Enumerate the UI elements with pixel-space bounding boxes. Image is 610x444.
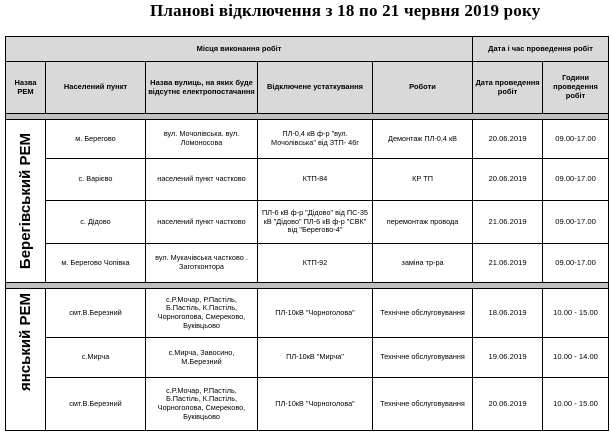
table-row [6,120,609,159]
works-cell: Технічне обслуговування [373,289,473,338]
rem-name-cell [6,120,46,283]
settlement-cell: смт.В.Березний [46,289,146,338]
header-date-time: Дата і час проведення робіт [473,37,609,62]
settlement-cell: с.Мирча [46,338,146,378]
header-works: Роботи [373,62,473,114]
header-streets: Назва вулиць, на яких буде відсутнє електропостачання [146,62,258,114]
equipment-cell: ПЛ-10кВ "Чорноголова" [258,289,373,338]
date-cell: 21.06.2019 [473,244,543,283]
equipment-cell: КТП-84 [258,159,373,201]
works-cell: Технічне обслуговування [373,338,473,378]
hours-cell: 09.00-17.00 [543,201,609,244]
settlement-cell: с. Дідово [46,201,146,244]
outage-table [5,36,609,431]
equipment-cell: ПЛ-10кВ "Чорноголова" [258,378,373,431]
settlement-cell: смт.В.Березний [46,378,146,431]
hours-cell: 10.00 - 15.00 [543,289,609,338]
hours-cell: 09.00-17.00 [543,244,609,283]
streets-cell: населений пункт частково [146,201,258,244]
rem-name: Берегівський РЕМ [16,132,34,270]
header-columns-row [6,62,609,114]
hours-cell: 10.00 - 14.00 [543,338,609,378]
date-cell: 20.06.2019 [473,159,543,201]
works-cell: заміна тр-ра [373,244,473,283]
header-work-places: Місця виконання робіт [6,37,473,62]
header-hours: Години проведення робіт [543,62,609,114]
date-cell: 20.06.2019 [473,378,543,431]
works-cell: перемонтаж провода [373,201,473,244]
table-row [6,338,609,378]
streets-cell: с.Р.Мочар, Р.Пастіль, Б.Пастіль, К.Пастіль, Чорноголова, Смереково, Буківцьово [146,378,258,431]
date-cell: 20.06.2019 [473,120,543,159]
date-cell: 18.06.2019 [473,289,543,338]
header-group-row [6,37,609,62]
equipment-cell: ПЛ-10кВ "Мирча" [258,338,373,378]
page-title: Планові відключення з 18 по 21 червня 2019 року [150,1,541,20]
rem-name: янський РЕМ [16,293,34,391]
table-row [6,201,609,244]
hours-cell: 09.00-17.00 [543,159,609,201]
header-rem: Назва РЕМ [6,62,46,114]
equipment-cell: КТП-92 [258,244,373,283]
hours-cell: 09.00-17.00 [543,120,609,159]
works-cell: КР ТП [373,159,473,201]
date-cell: 19.06.2019 [473,338,543,378]
settlement-cell: м. Берегово [46,120,146,159]
table-row [6,289,609,338]
header-equipment: Відключене устаткування [258,62,373,114]
streets-cell: населений пункт частково [146,159,258,201]
streets-cell: вул. Мочолівська. вул. Ломоносова [146,120,258,159]
equipment-cell: ПЛ-6 кВ ф-р "Дідово" від ПС-35 кВ "Дідово" ПЛ-6 кВ ф-р "СВК" від "Берегово-4" [258,201,373,244]
table-row [6,159,609,201]
table-row [6,378,609,431]
header-date: Дата проведення робіт [473,62,543,114]
streets-cell: с.Мирча, Завосино, М.Березний [146,338,258,378]
rem-name-cell [6,289,46,431]
streets-cell: вул. Мукачівська частково . Заготконтора [146,244,258,283]
date-cell: 21.06.2019 [473,201,543,244]
header-settlement: Населений пункт [46,62,146,114]
hours-cell: 10.00 - 15.00 [543,378,609,431]
settlement-cell: м. Берегово Чопівка [46,244,146,283]
table-row [6,244,609,283]
streets-cell: с.Р.Мочар, Р.Пастіль, Б.Пастіль, К.Пастіль, Чорноголова, Смереково, Буківцьово [146,289,258,338]
settlement-cell: с. Варієво [46,159,146,201]
equipment-cell: ПЛ-0,4 кВ ф-р "вул. Мочолівська" від ЗТП- 46г [258,120,373,159]
works-cell: Демонтаж ПЛ-0,4 кВ [373,120,473,159]
works-cell: Технічне обслуговування [373,378,473,431]
